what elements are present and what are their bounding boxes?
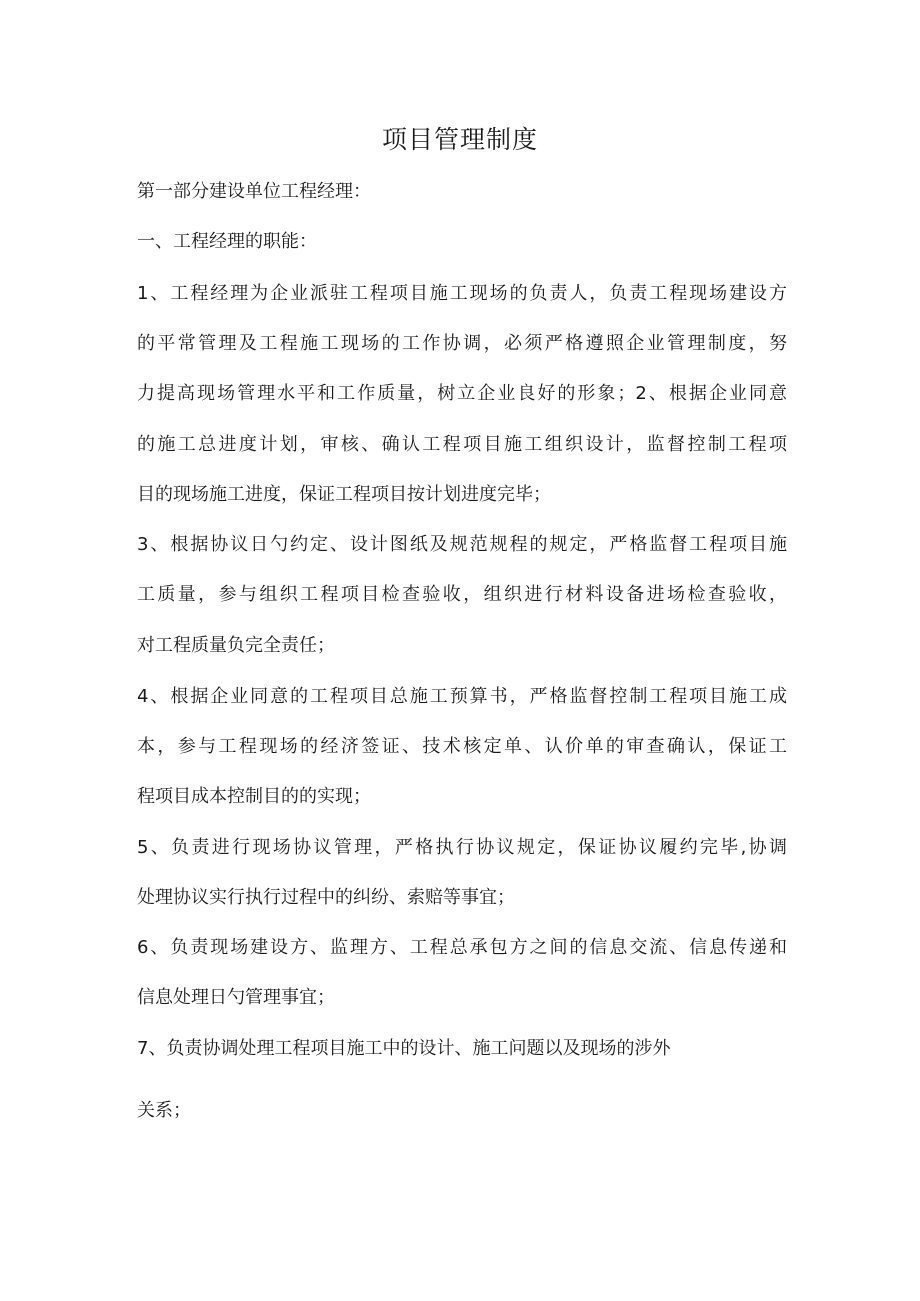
body-line: 关系； [137, 1100, 191, 1121]
body-line: 目的现场施工进度，保证工程项目按计划进度完毕； [137, 484, 551, 505]
body-line: 本，参与工程现场的经济签证、技术核定单、认价单的审查确认，保证工 [137, 736, 787, 757]
body-line: 的施工总进度计划，审核、确认工程项目施工组织设计，监督控制工程项 [137, 434, 787, 455]
body-line: 对工程质量负完全责任； [137, 635, 335, 656]
body-line: 程项目成本控制目的的实现； [137, 786, 371, 807]
subsection-heading: 一、工程经理的职能： [137, 231, 317, 252]
body-line: 7、负责协调处理工程项目施工中的设计、施工问题以及现场的涉外 [137, 1038, 671, 1059]
body-line: 工质量，参与组织工程项目检查验收，组织进行材料设备进场检查验收， [137, 584, 787, 605]
body-line: 1、工程经理为企业派驻工程项目施工现场的负责人，负责工程现场建设方 [137, 283, 787, 304]
body-line: 信息处理日勺管理事宜； [137, 987, 335, 1008]
body-line: 4、根据企业同意的工程项目总施工预算书，严格监督控制工程项目施工成 [137, 686, 787, 707]
body-line: 5、负责进行现场协议管理，严格执行协议规定，保证协议履约完毕,协调 [137, 837, 787, 858]
body-line: 力提高现场管理水平和工作质量，树立企业良好的形象；2、根据企业同意 [137, 383, 787, 404]
body-line: 6、负责现场建设方、监理方、工程总承包方之间的信息交流、信息传递和 [137, 937, 787, 958]
body-line: 的平常管理及工程施工现场的工作协调，必须严格遵照企业管理制度，努 [137, 333, 787, 354]
section-heading: 第一部分建设单位工程经理： [137, 181, 371, 202]
document-title: 项目管理制度 [381, 125, 538, 154]
body-line: 3、根据协议日勺约定、设计图纸及规范规程的规定，严格监督工程项目施 [137, 534, 787, 555]
body-line: 处理协议实行执行过程中的纠纷、索赔等事宜； [137, 887, 515, 908]
